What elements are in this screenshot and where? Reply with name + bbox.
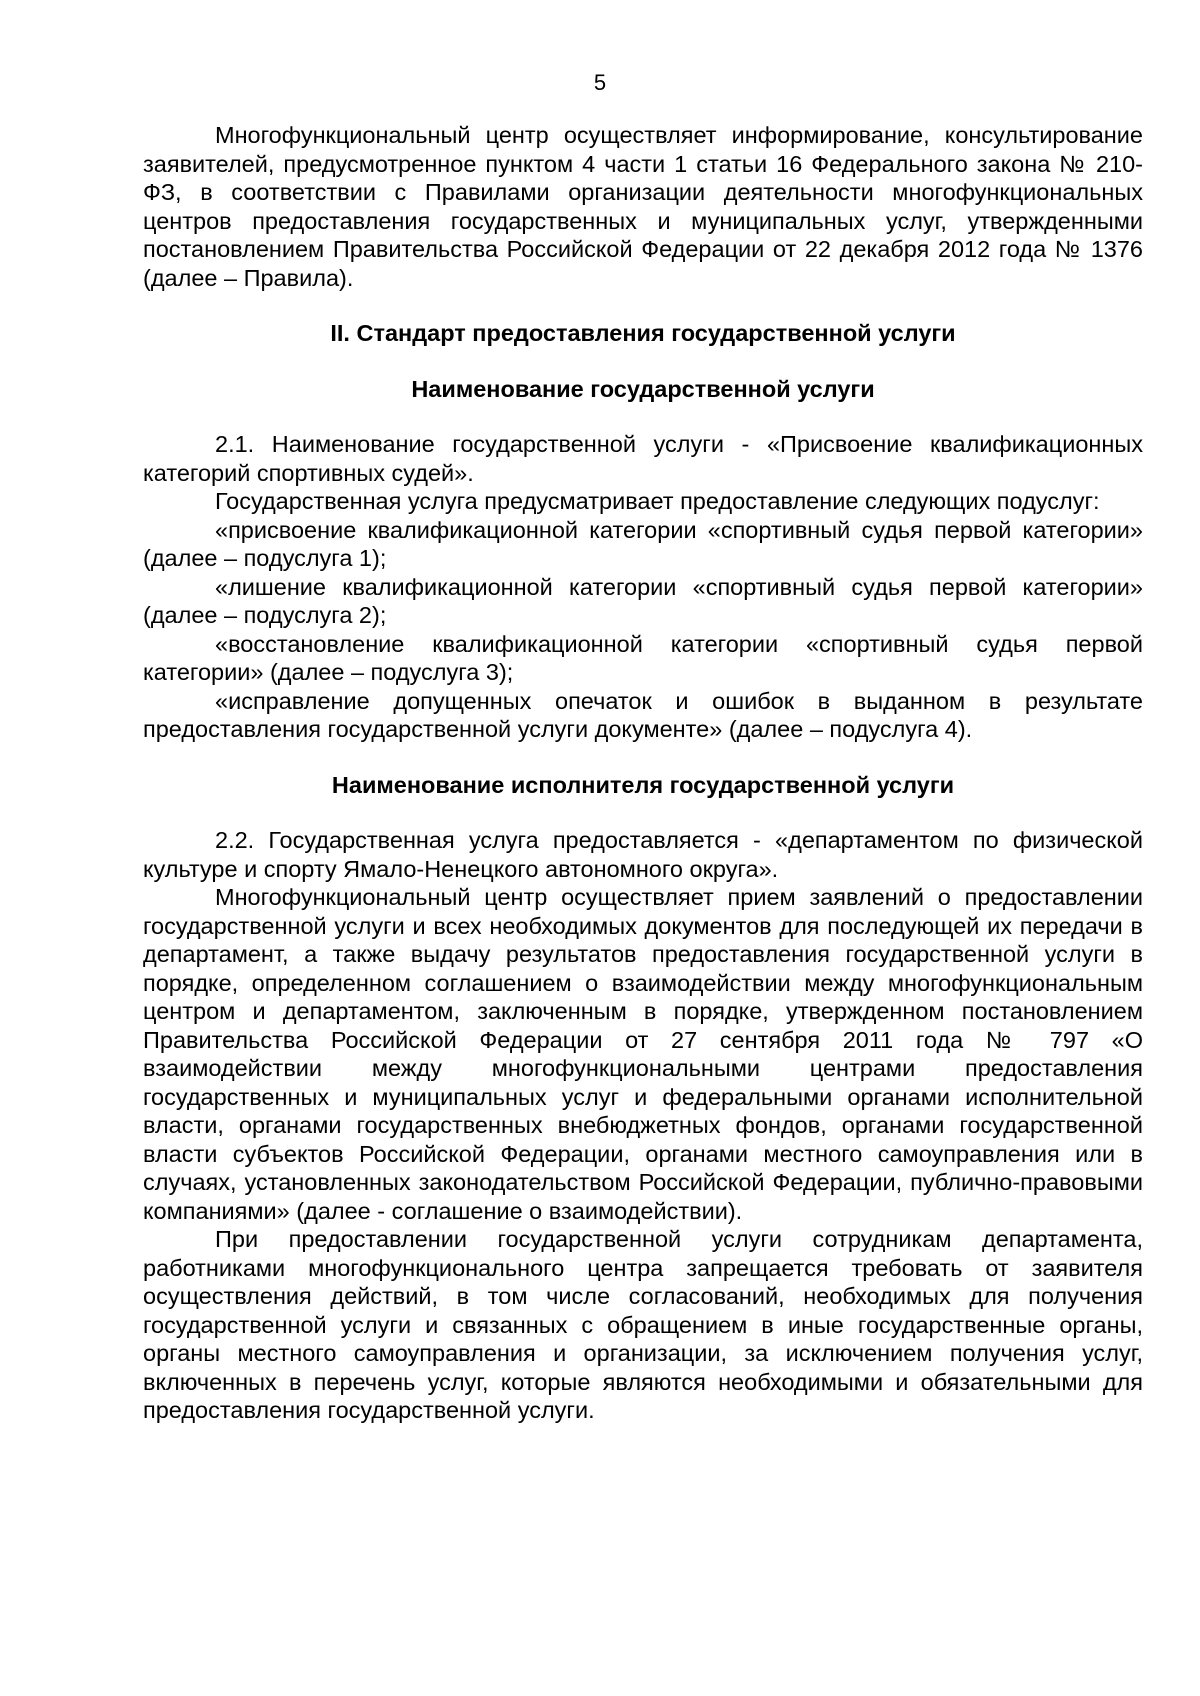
page-content <box>143 121 1143 1425</box>
paragraph-mfc-informing: Многофункциональный центр осуществляет информирование, консультирование заявителей, предусмотренное пунктом 4 части 1 статьи 16 Федерального закона № 210-ФЗ, в соответствии с Правилами организации деятельности многофункциональных центров предоставления государственных и муниципальных услуг, утвержденными постановлением Правительства Российской Федерации от 22 декабря 2012 года № 1376 (далее – Правила). <box>143 122 1143 291</box>
list-item-subservice-3: «восстановление квалификационной категории «спортивный судья первой категории» (далее – подуслуга 3); <box>143 630 1143 685</box>
paragraph-prohibition: При предоставлении государственной услуги сотрудникам департамента, работниками многофункционального центра запрещается требовать от заявителя осуществления действий, в том числе согласований, необходимых для получения государственной услуги и связанных с обращением в иные государственные органы, органы местного самоуправления и организации, за исключением получения услуг, включенных в перечень услуг, которые являются необходимыми и обязательными для предоставления государственной услуги. <box>143 1226 1143 1423</box>
subsection-heading-service-name: Наименование государственной услуги <box>411 375 875 402</box>
subsection-heading-executor: Наименование исполнителя государственной услуги <box>331 771 955 798</box>
page-number: 5 <box>593 70 607 95</box>
paragraph-mfc-reception: Многофункциональный центр осуществляет прием заявлений о предоставлении государственной услуги и всех необходимых документов для последующей их передачи в департамент, а также выдачу результатов предоставления государственной услуги в порядке, определенном соглашением о взаимодействии между многофункциональным центром и департаментом, заключенным в порядке, утвержденном постановлением Правительства Российской Федерации от 27 сентября 2011 года № 797 «О взаимодействии между многофункциональными центрами предоставления государственных и муниципальных услуг и федеральными органами исполнительной власти, органами государственных внебюджетных фондов, органами государственной власти субъектов Российской Федерации, органами местного самоуправления или в случаях, установленных законодательством Российской Федерации, публично-правовыми компаниями» (далее - соглашение о взаимодействии). <box>143 884 1143 1224</box>
paragraph-subservices-intro: Государственная услуга предусматривает предоставление следующих подуслуг: <box>215 488 1100 514</box>
paragraph-2-2: 2.2. Государственная услуга предоставляется - «департаментом по физической культуре и спорту Ямало-Ненецкого автономного округа». <box>143 827 1143 882</box>
paragraph-2-1: 2.1. Наименование государственной услуги - «Присвоение квалификационных категорий спортивных судей». <box>143 431 1143 486</box>
section-title: II. Стандарт предоставления государственной услуги <box>330 320 956 346</box>
list-item-subservice-4: «исправление допущенных опечаток и ошибок в выданном в результате предоставления государственной услуги документе» (далее – подуслуга 4). <box>143 687 1143 742</box>
list-item-subservice-2: «лишение квалификационной категории «спортивный судья первой категории» (далее – подуслуга 2); <box>143 573 1143 628</box>
list-item-subservice-1: «присвоение квалификационной категории «спортивный судья первой категории» (далее – подуслуга 1); <box>143 516 1143 571</box>
